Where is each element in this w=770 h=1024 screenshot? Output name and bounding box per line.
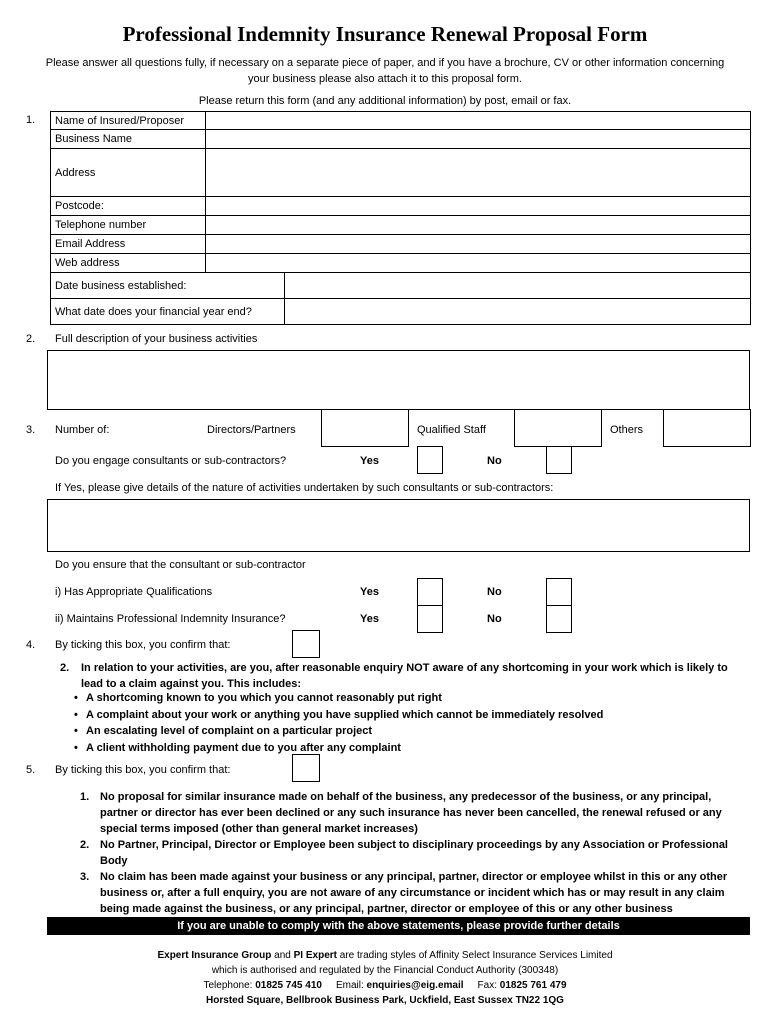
business-name-field[interactable] (205, 130, 750, 149)
email-label: Email: (335, 980, 367, 991)
bullet-item: • A complaint about your work or anything you have supplied which cannot be immediately resolved (86, 709, 603, 721)
yes-label: Yes (360, 586, 379, 598)
yes-label: Yes (360, 455, 379, 467)
number-of-label: Number of: (55, 424, 110, 436)
telephone-label: Telephone: (203, 980, 256, 991)
row-label: What date does your financial year end? (51, 299, 285, 325)
telephone-number: 01825 745 410 (255, 980, 322, 991)
consultant-details-field[interactable] (47, 499, 750, 552)
no-label: No (487, 586, 502, 598)
intro-line-1: Please answer all questions fully, if necessary on a separate piece of paper, and if you have a brochure, CV or other information concerning (45, 57, 725, 69)
section-3-number: 3. (26, 424, 36, 436)
no-label: No (487, 613, 502, 625)
row-label: Web address (51, 254, 206, 273)
consultants-yes-checkbox[interactable] (417, 446, 443, 474)
section-5-number: 5. (26, 764, 36, 776)
business-activities-field[interactable] (47, 350, 750, 410)
consultants-question: Do you engage consultants or sub-contractors? (55, 455, 287, 467)
insured-details-table (50, 111, 751, 273)
address-field[interactable] (205, 149, 750, 197)
section-4-number: 4. (26, 639, 36, 651)
fax-number: 01825 761 479 (499, 980, 567, 991)
statement-line: special terms imposed (other than general market increases) (100, 823, 418, 835)
brand-expert-insurance: Expert Insurance Group (157, 950, 272, 961)
footer-text: and (271, 950, 294, 961)
financial-year-end-field[interactable] (284, 299, 750, 325)
section-4-confirm-checkbox[interactable] (292, 630, 320, 658)
row-label: Address (51, 149, 206, 197)
qualifications-question: i) Has Appropriate Qualifications (55, 586, 213, 598)
statement-number: 1. (80, 791, 90, 803)
statement-line: partner or director has ever been declined or any such insurance has never been cancelled, the renewal refused or any (100, 807, 722, 819)
intro-line-2: your business please also attach it to this proposal form. (248, 73, 522, 85)
no-label: No (487, 455, 502, 467)
fax-label: Fax: (477, 980, 500, 991)
footer-line-1 (0, 948, 770, 963)
row-label: Email Address (51, 235, 206, 254)
statement-number: 3. (80, 871, 90, 883)
others-count-field[interactable] (663, 409, 751, 447)
email-address[interactable]: enquiries@eig.email (366, 980, 464, 991)
footer-line-2: which is authorised and regulated by the Financial Conduct Authority (300348) (211, 965, 559, 976)
section-5-confirm-checkbox[interactable] (292, 754, 320, 782)
statement-line: No Partner, Principal, Director or Employee been subject to disciplinary proceedings by any Association or Professional (100, 839, 728, 851)
statement-line: business or, after a full enquiry, you are not aware of any circumstance or incident which has or may result in any claim (100, 887, 725, 899)
confirm-label: By ticking this box, you confirm that: (55, 639, 231, 651)
ensure-question: Do you ensure that the consultant or sub-contractor (55, 559, 306, 571)
qualified-staff-label: Qualified Staff (417, 424, 486, 436)
statement-line: No proposal for similar insurance made on behalf of the business, any predecessor of the business, or any principal, (100, 791, 712, 803)
directors-count-field[interactable] (321, 409, 409, 447)
footer-text: are trading styles of Affinity Select Insurance Services Limited (337, 950, 613, 961)
directors-label: Directors/Partners (207, 424, 296, 436)
date-established-field[interactable] (284, 273, 750, 299)
qualified-staff-count-field[interactable] (514, 409, 602, 447)
bullet-item: • A shortcoming known to you which you cannot reasonably put right (86, 692, 442, 704)
page-title: Professional Indemnity Insurance Renewal Proposal Form (122, 22, 648, 46)
qualifications-no-checkbox[interactable] (546, 578, 572, 606)
business-activities-label: Full description of your business activities (55, 333, 258, 345)
statement-line: In relation to your activities, are you, after reasonable enquiry NOT aware of any shortcoming in your work which is likely to (81, 662, 728, 674)
confirm-label: By ticking this box, you confirm that: (55, 764, 231, 776)
consultant-details-question: If Yes, please give details of the nature of activities undertaken by such consultants or sub-contractors: (55, 482, 554, 494)
row-label: Postcode: (51, 197, 206, 216)
others-label: Others (610, 424, 644, 436)
statement-line: No claim has been made against your business or any principal, partner, director or employee whilst in this or any other (100, 871, 728, 883)
intro-line-3: Please return this form (and any additional information) by post, email or fax. (198, 95, 572, 107)
consultants-no-checkbox[interactable] (546, 446, 572, 474)
statement-line: Body (100, 855, 128, 867)
further-details-banner: If you are unable to comply with the above statements, please provide further details (47, 917, 750, 935)
row-label: Telephone number (51, 216, 206, 235)
postcode-field[interactable] (205, 197, 750, 216)
row-label: Date business established: (51, 273, 285, 299)
email-field[interactable] (205, 235, 750, 254)
pi-insurance-question: ii) Maintains Professional Indemnity Insurance? (55, 613, 286, 625)
telephone-field[interactable] (205, 216, 750, 235)
insured-name-field[interactable] (205, 112, 750, 130)
section-1-number: 1. (26, 114, 36, 126)
pi-insurance-no-checkbox[interactable] (546, 605, 572, 633)
pi-insurance-yes-checkbox[interactable] (417, 605, 443, 633)
row-label: Business Name (51, 130, 206, 149)
footer-address: Horsted Square, Bellbrook Business Park, Uckfield, East Sussex TN22 1QG (206, 995, 564, 1006)
bullet-item: • An escalating level of complaint on a particular project (86, 725, 372, 737)
statement-number: 2. (60, 662, 70, 674)
brand-pi-expert: PI Expert (293, 950, 337, 961)
row-label: Name of Insured/Proposer (51, 112, 206, 130)
statement-line: lead to a claim against you. This includes: (81, 678, 302, 690)
footer-contact-line (0, 978, 770, 993)
statement-number: 2. (80, 839, 90, 851)
statement-line: being made against the business, or any principal, partner, director or employee of this or any other business (100, 903, 673, 915)
qualifications-yes-checkbox[interactable] (417, 578, 443, 606)
bullet-item: • A client withholding payment due to you after any complaint (86, 742, 401, 754)
web-address-field[interactable] (205, 254, 750, 273)
dates-table (50, 272, 751, 325)
yes-label: Yes (360, 613, 379, 625)
section-2-number: 2. (26, 333, 36, 345)
